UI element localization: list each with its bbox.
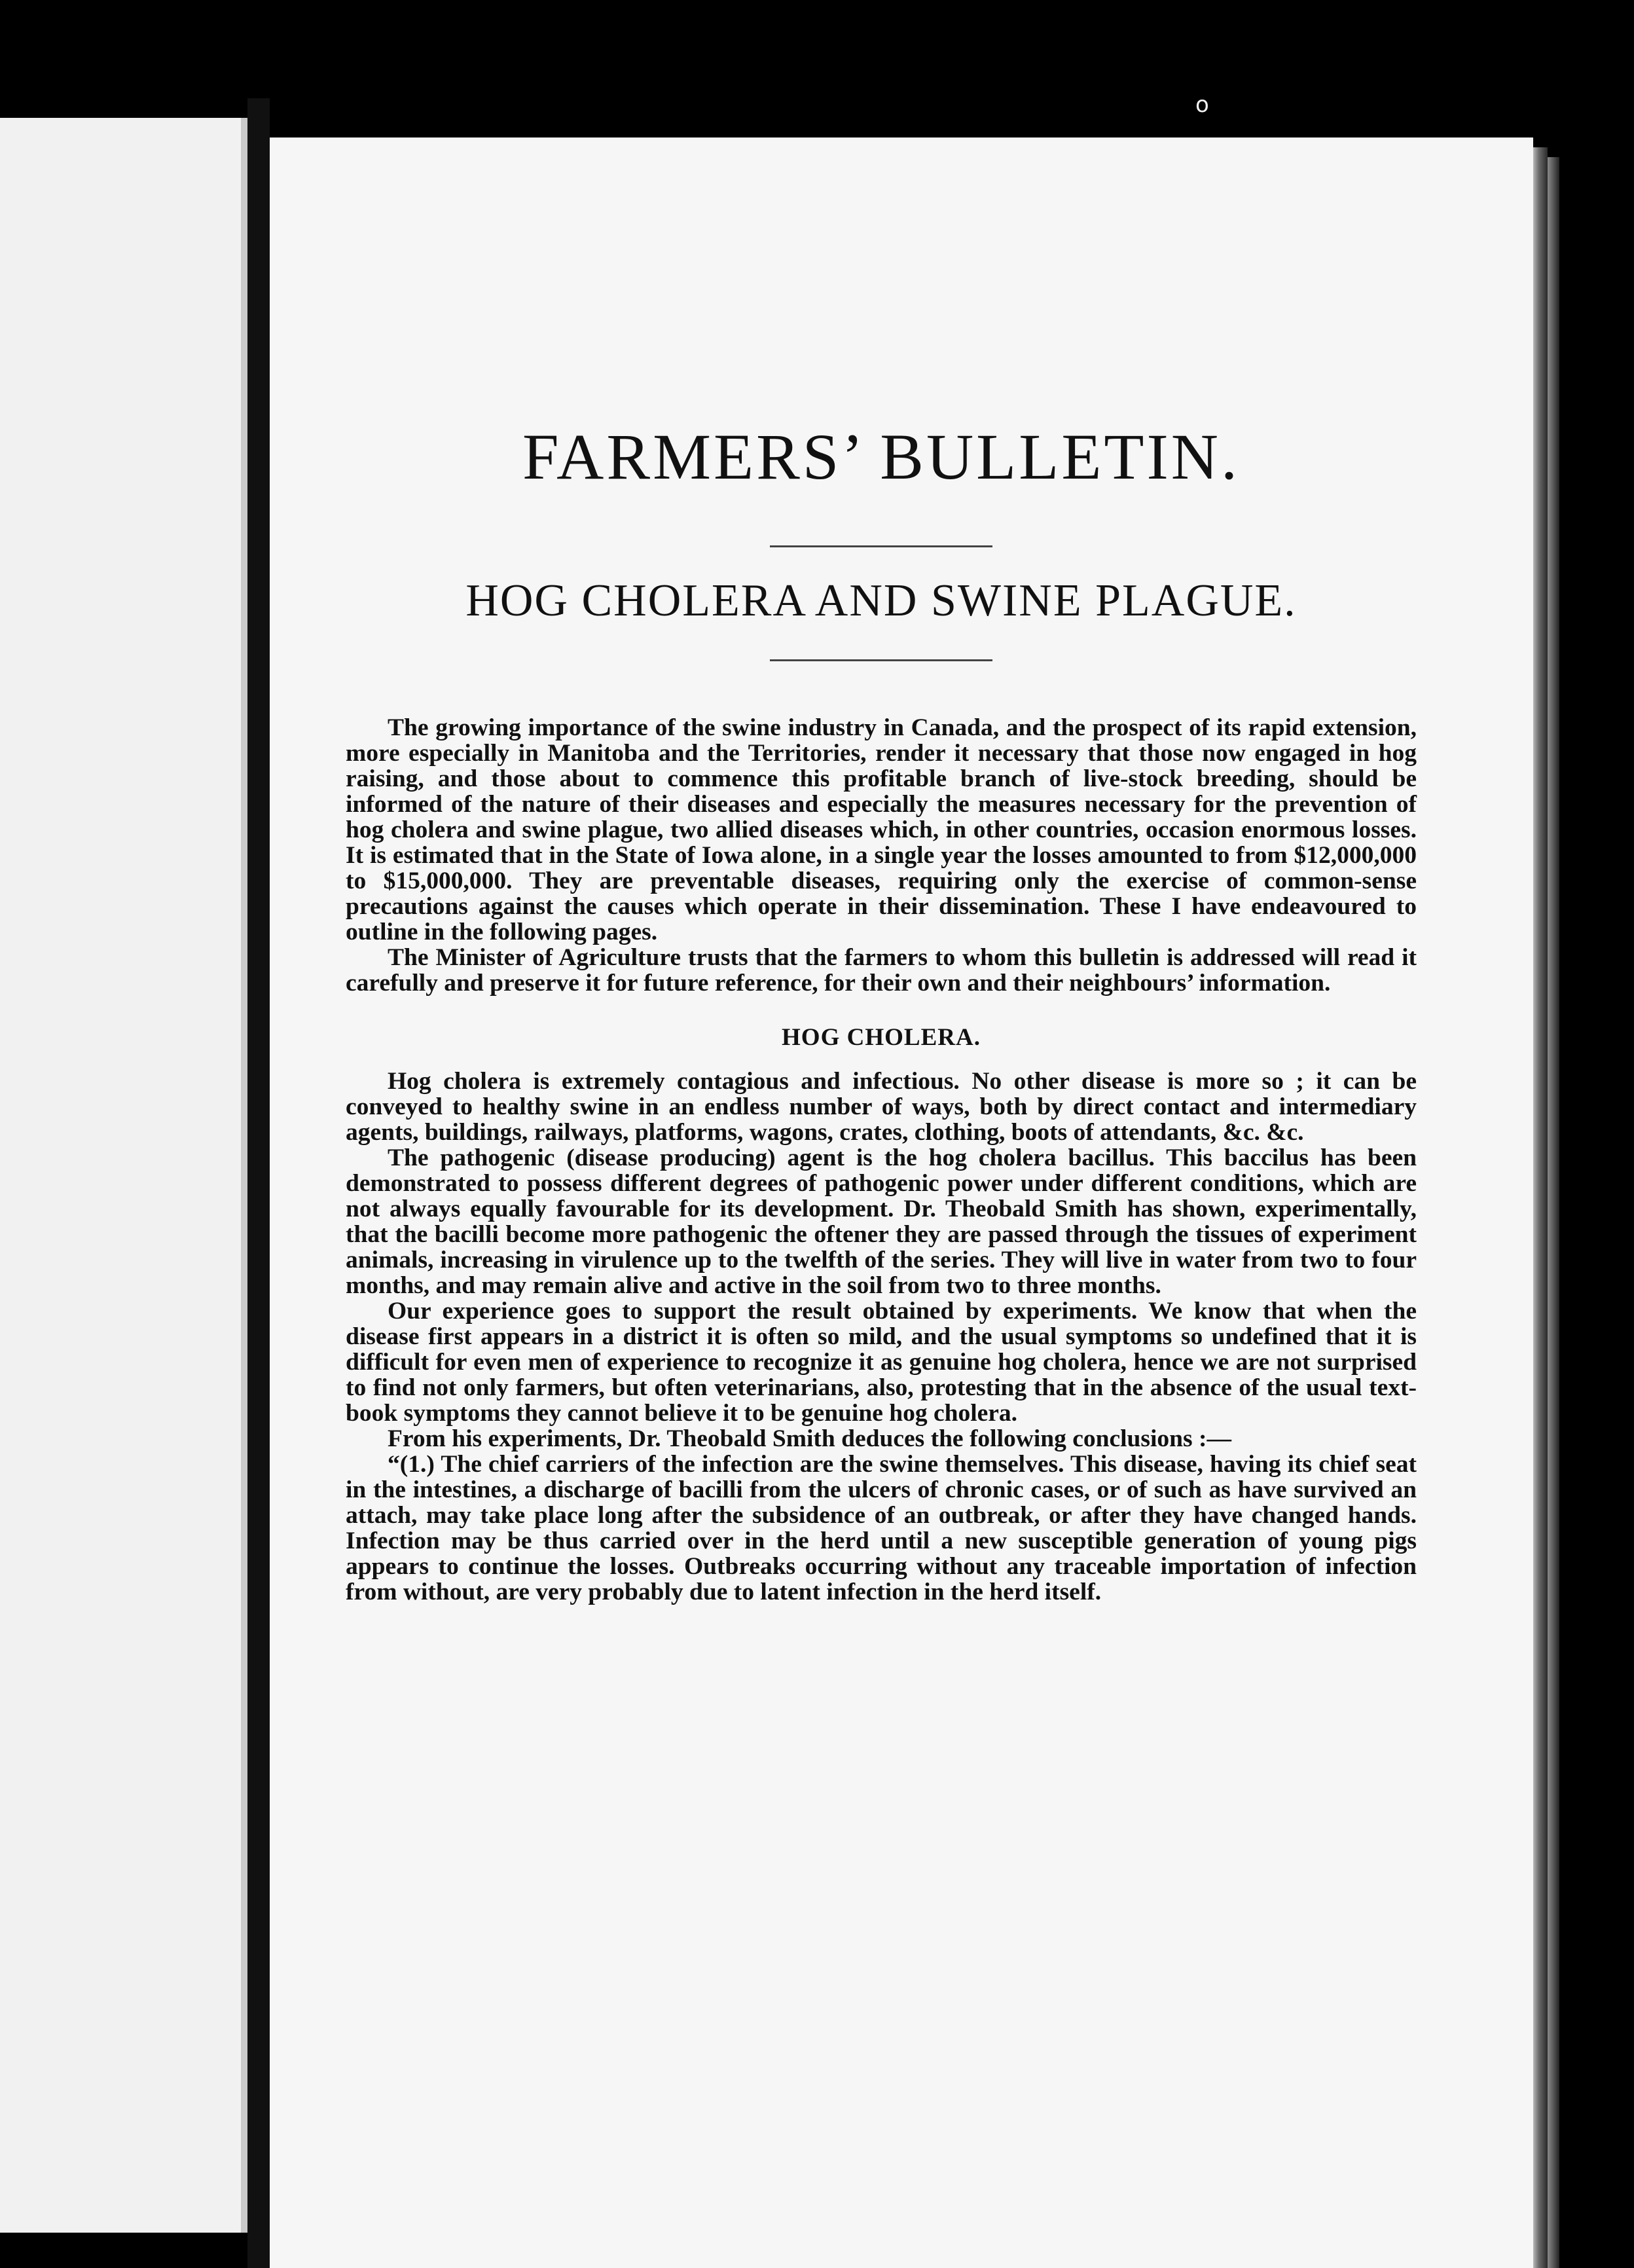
title-divider: [770, 545, 992, 547]
subtitle-divider: [770, 659, 992, 661]
left-page-edge: [241, 118, 247, 2233]
intro-paragraph: The Minister of Agriculture trusts that the farmers to whom this bulletin is addressed will read it carefully and preserve it for future reference, for their own and their neighbours’ information.: [346, 943, 1417, 997]
bulletin-subtitle: HOG CHOLERA AND SWINE PLAGUE.: [465, 576, 1297, 626]
book-gutter: [247, 98, 270, 2268]
intro-paragraph: The growing importance of the swine industry in Canada, and the prospect of its rapid extension, more especially in Manitoba and the Territories, render it necessary that those now engaged in hog raising, and those about to commence this profitable branch of live-stock breeding, should be informed of the nature of their diseases and especially the measures necessary for the prevention of hog cholera and swine plague, two allied diseases which, in other countries, occasion enormous losses. It is estimated that in the State of Iowa alone, in a single year the losses amounted to from $12,000,000 to $15,000,000. They are preventable diseases, requiring only the exercise of common-sense precautions against the causes which operate in their dissemination. These I have endeavoured to outline in the following pages.: [346, 714, 1417, 945]
section-paragraph: “(1.) The chief carriers of the infection are the swine themselves. This disease, having its chief seat in the intestines, a discharge of bacilli from the ulcers of chronic cases, or of such as have survived an attach, may take place long after the subsidence of an outbreak, or after they have changed hands. Infection may be thus carried over in the herd until a new susceptible generation of young pigs appears to continue the losses. Outbreaks occurring without any traceable importation of infection from without, are very probably due to latent infection in the herd itself.: [346, 1450, 1417, 1605]
left-facing-page: [0, 118, 241, 2233]
section-paragraph: Our experience goes to support the result obtained by experiments. We know that when the disease first appears in a district it is often so mild, and the usual symptoms so undefined that it is difficult for even men of experience to recognize it as genuine hog cholera, hence we are not surprised to find not only farmers, but often veterinarians, also, protesting that in the absence of the usual text-book symptoms they cannot believe it to be genuine hog cholera.: [346, 1297, 1417, 1427]
section-paragraph: The pathogenic (disease producing) agent is the hog cholera bacillus. This baccilus has been demonstrated to possess different degrees of pathogenic power under different conditions, which are not always equally favourable for its development. Dr. Theobald Smith has shown, experimentally, that the bacilli become more pathogenic the oftener they are passed through the tissues of experiment animals, increasing in virulence up to the twelfth of the series. They will live in water from two to four months, and may remain alive and active in the soil from two to three months.: [346, 1144, 1417, 1299]
body-text: [346, 715, 1417, 1605]
section-paragraph: Hog cholera is extremely contagious and infectious. No other disease is more so ; it can be conveyed to healthy swine in an endless number of ways, both by direct contact and intermediary agents, buildings, railways, platforms, wagons, crates, clothing, boots of attendants, &c. &c.: [346, 1067, 1417, 1146]
scan-speck: o: [1195, 92, 1209, 118]
page-edge-right: [1533, 147, 1548, 2268]
bulletin-title: FARMERS’ BULLETIN.: [522, 420, 1241, 493]
section-heading: HOG CHOLERA.: [782, 1023, 981, 1051]
page-content: [346, 419, 1417, 1605]
section-paragraph: From his experiments, Dr. Theobald Smith deduces the following conclusions :—: [388, 1425, 1231, 1452]
page-edge-right-outer: [1548, 157, 1559, 2268]
